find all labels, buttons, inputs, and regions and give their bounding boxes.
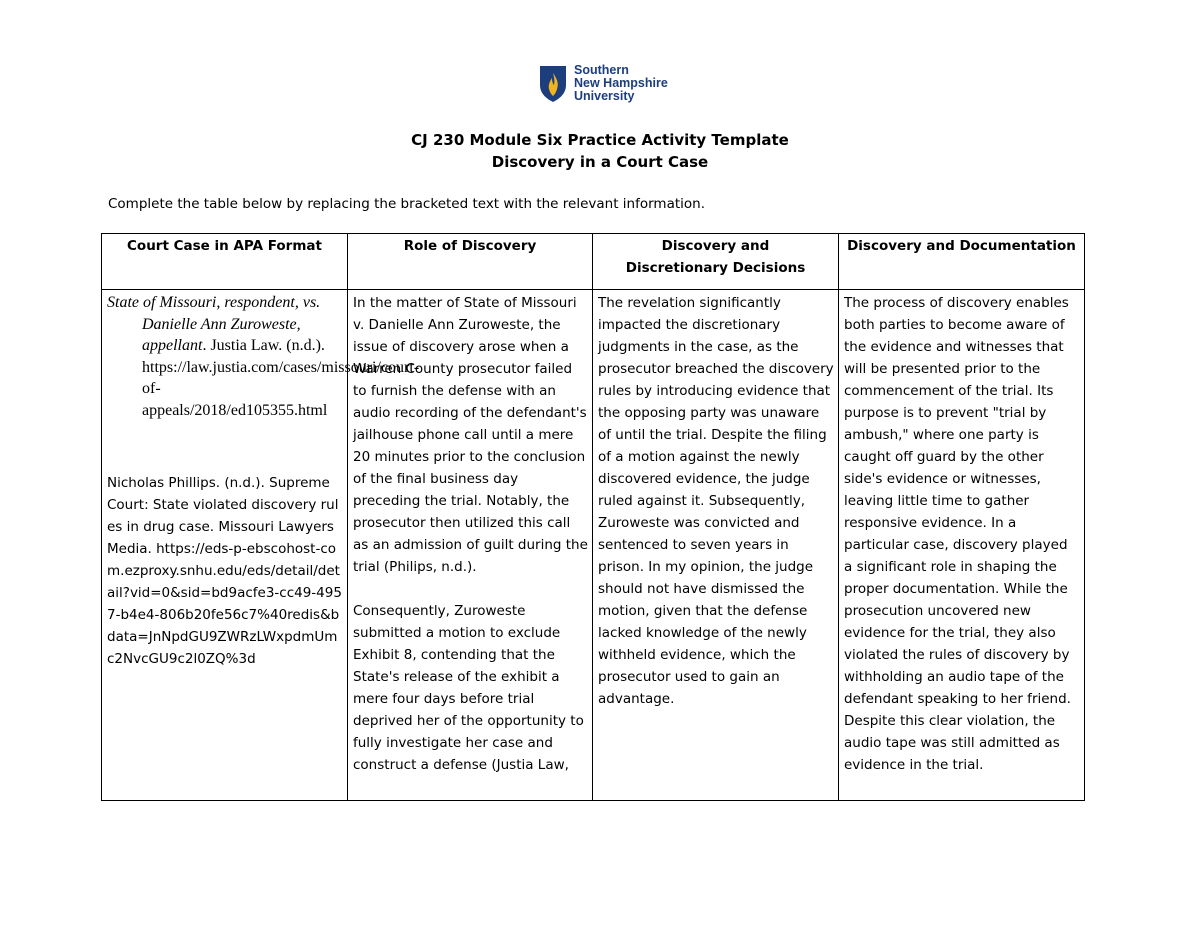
header-line-2: Discretionary Decisions: [625, 260, 806, 276]
logo-wordmark: [574, 64, 668, 103]
header-role-of-discovery: Role of Discovery: [348, 234, 593, 290]
cell-role-of-discovery: [348, 290, 593, 801]
cell-discretionary-decisions: [593, 290, 839, 801]
discovery-table: [101, 233, 1085, 801]
citation-phillips: Nicholas Phillips. (n.d.). Supreme Court: State violated discovery rules in drug case. Missouri Lawyers Media. https://eds-p-ebscohost-com.ezproxy.snhu.edu/eds/detail/detail?vid=0&sid=bd9acfe3-cc49-4957-b4e4-806b20fe56c7%40redis&bdata=JnNpdGU9ZWRzLWxpdmUmc2NvcGU9c2l0ZQ%3d: [107, 475, 342, 667]
instructions-text: Complete the table below by replacing the bracketed text with the relevant information.: [108, 196, 705, 212]
document-title: CJ 230 Module Six Practice Activity Template: [411, 131, 789, 149]
citation-italic-2: appellant: [142, 337, 203, 354]
documentation-paragraph: The process of discovery enables both parties to become aware of the evidence and witnesses that will be presented prior to the commencement of the trial. Its purpose is to prevent "trial by ambush," where one party is caught off guard by the other side's evidence or witnesses, leaving little time to gather responsive evidence. In a particular case, discovery played a significant role in shaping the proper documentation. While the prosecution uncovered new evidence for the trial, they also violated the rules of discovery by withholding an audio tape of the defendant speaking to her friend. Despite this clear violation, the audio tape was still admitted as evidence in the trial.: [844, 295, 1071, 773]
shield-flame-icon: [538, 65, 568, 103]
logo-line-3: University: [574, 89, 635, 103]
citation-justia: [107, 292, 420, 421]
cell-documentation: [839, 290, 1085, 801]
cell-court-case: [102, 290, 420, 801]
table-row: [102, 290, 1085, 801]
header-documentation: Discovery and Documentation: [839, 234, 1085, 290]
header-discretionary-decisions: [593, 234, 839, 290]
role-paragraph-1: In the matter of State of Missouri v. Danielle Ann Zuroweste, the issue of discovery arose when a Warren County prosecutor failed to furnish the defense with an audio recording of the defendant's jailhouse phone call until a mere 20 minutes prior to the conclusion of the final business day preceding the trial. Notably, the prosecutor then utilized this call as an admission of guilt during the trial (Philips, n.d.).: [353, 295, 588, 575]
document-subtitle: Discovery in a Court Case: [491, 153, 709, 171]
table-header-row: [102, 234, 1085, 290]
logo-line-1: Southern: [574, 63, 629, 77]
citation-italic-1: State of Missouri, respondent, vs. Danielle Ann Zuroweste,: [107, 294, 321, 333]
role-paragraph-2: Consequently, Zuroweste submitted a motion to exclude Exhibit 8, contending that the State's release of the exhibit a mere four days before trial deprived her of the opportunity to fully investigate her case and construct a defense (Justia Law,: [353, 603, 584, 773]
header-line-1: Discovery and: [661, 238, 770, 254]
citation-rest: . Justia Law. (n.d.). https://law.justia.com/cases/missouri/court-of-appeals/2018/ed105355.html: [142, 337, 420, 419]
logo-line-2: New Hampshire: [574, 76, 668, 90]
header-court-case: Court Case in APA Format: [102, 234, 348, 290]
discretionary-paragraph: The revelation significantly impacted the discretionary judgments in the case, as the prosecutor breached the discovery rules by introducing evidence that the opposing party was unaware of until the trial. Despite the filing of a motion against the newly discovered evidence, the judge ruled against it. Subsequently, Zuroweste was convicted and sentenced to seven years in prison. In my opinion, the judge should not have dismissed the motion, given that the defense lacked knowledge of the newly withheld evidence, which the prosecutor used to gain an advantage.: [598, 295, 834, 707]
university-logo: [538, 64, 668, 103]
